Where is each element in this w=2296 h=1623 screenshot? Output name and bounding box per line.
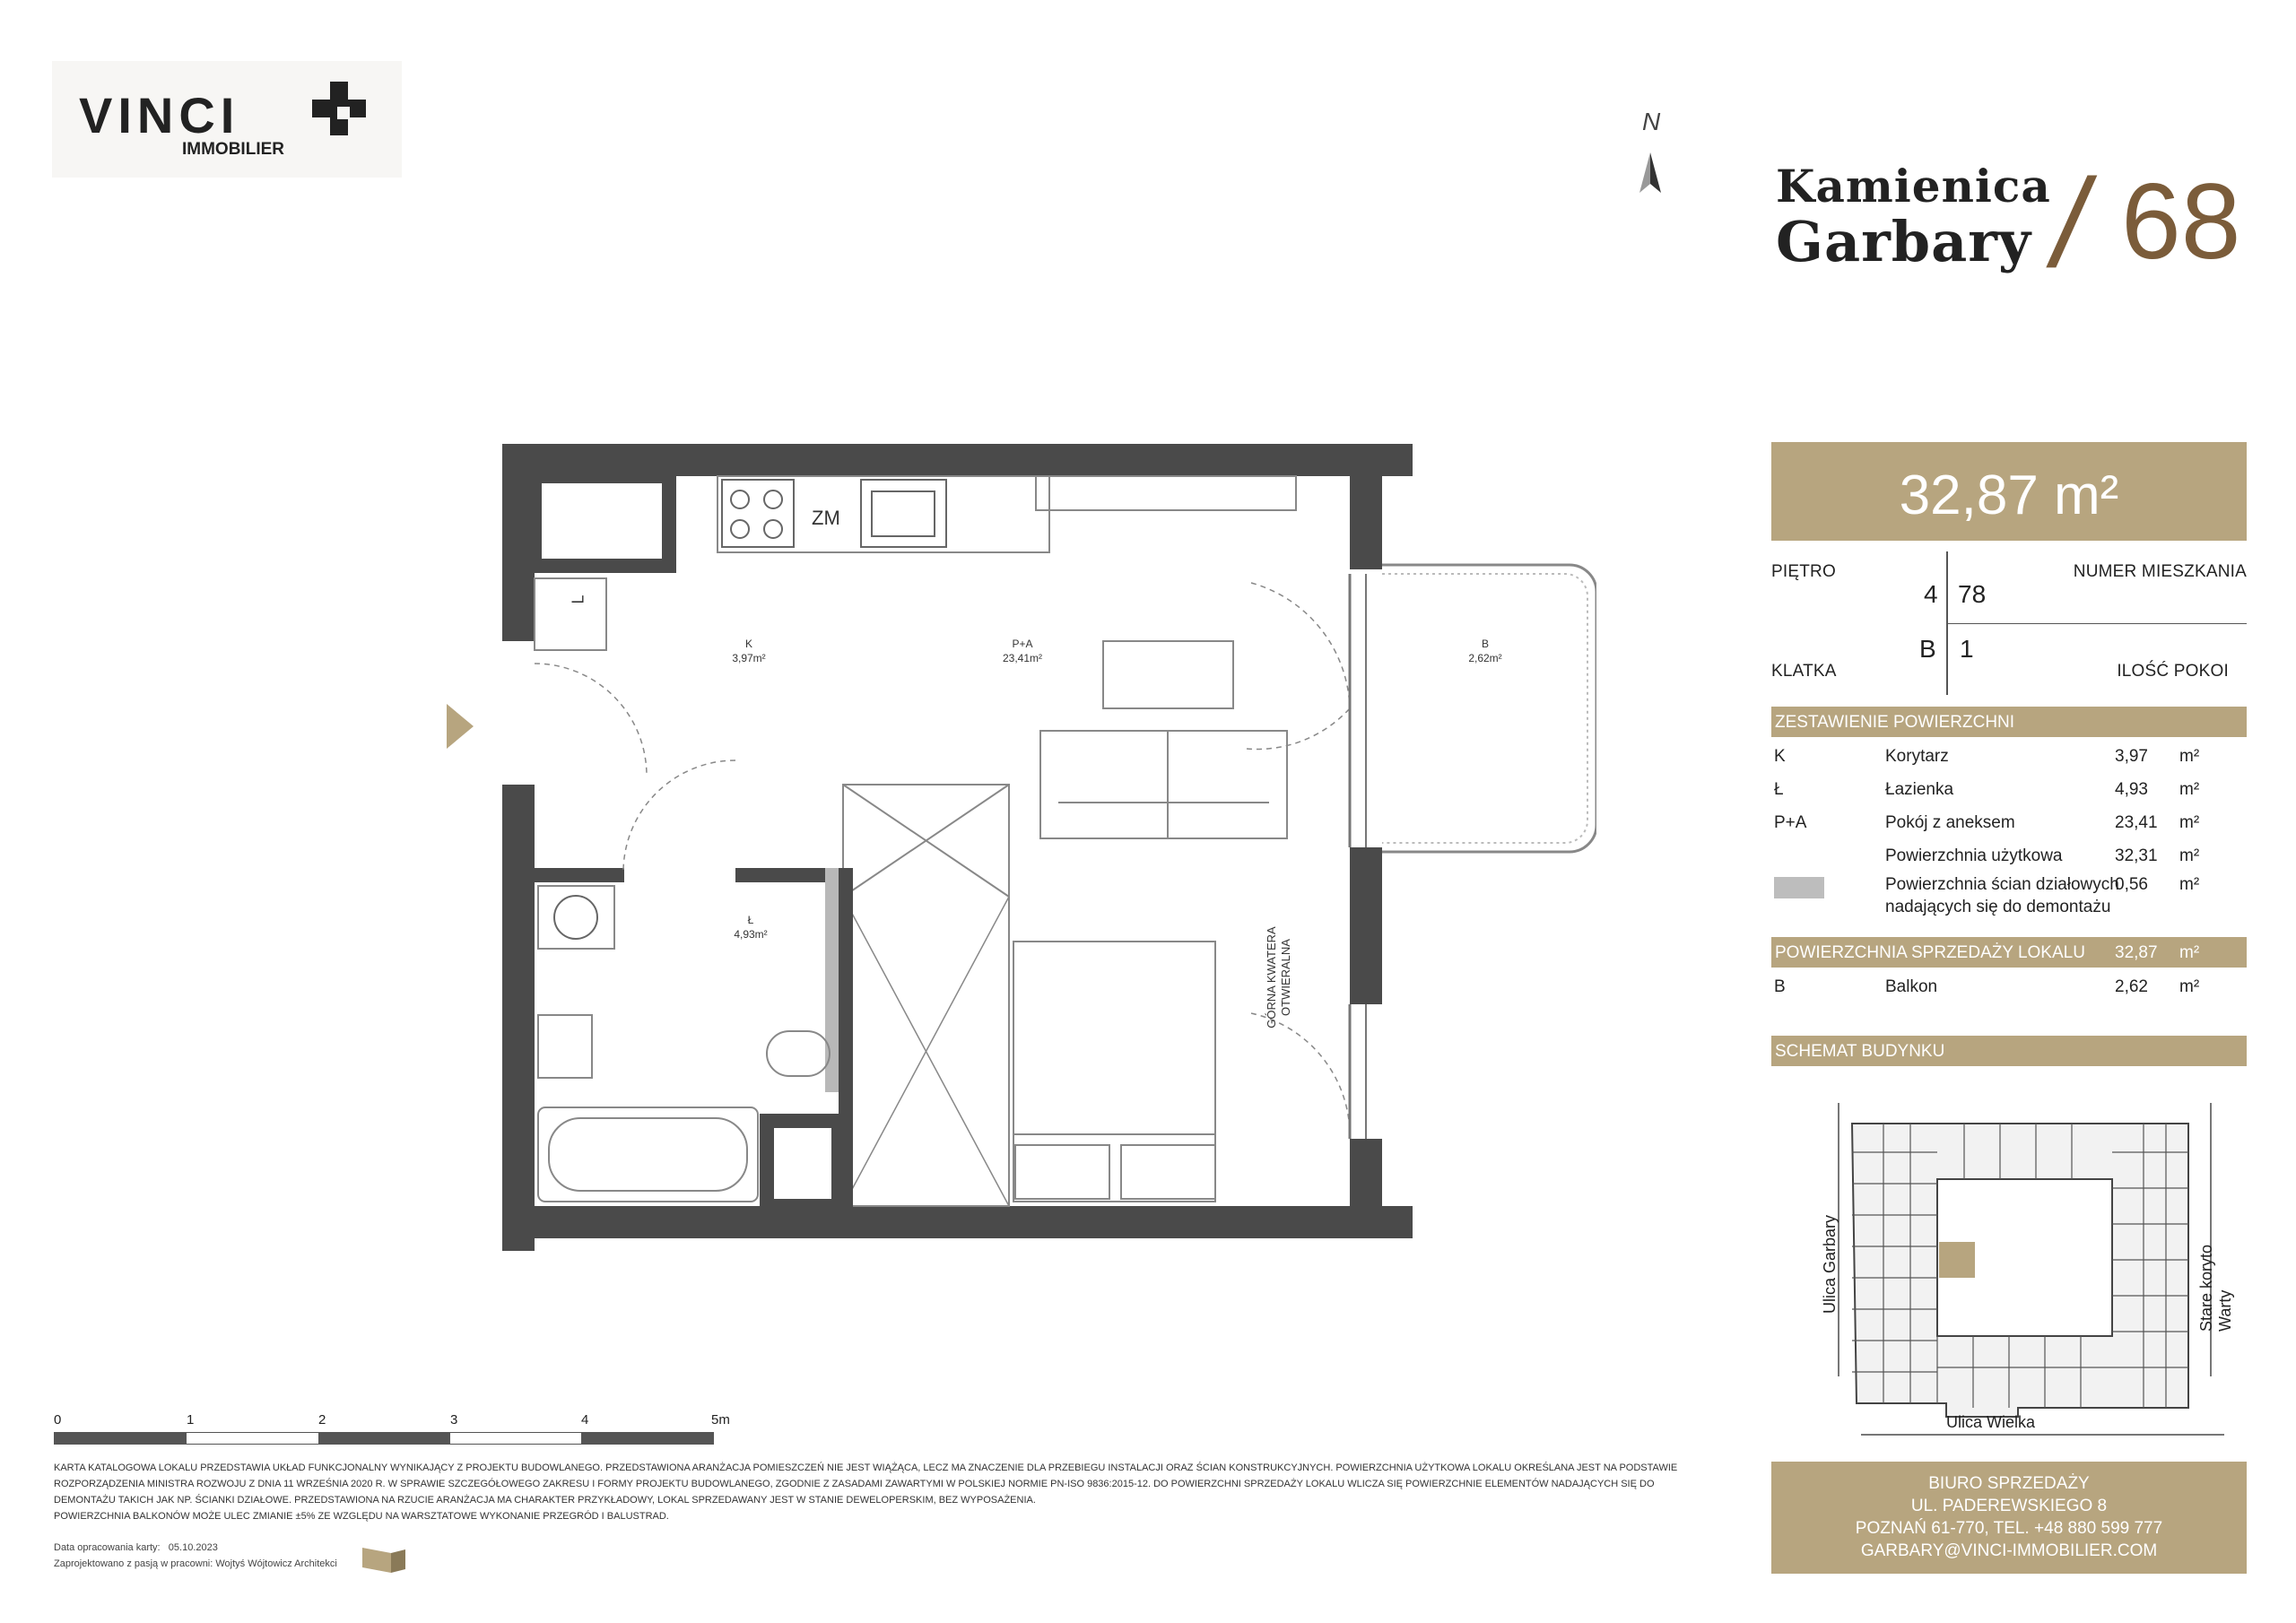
area-unit: m²	[2179, 977, 2200, 996]
area-row-walls	[1774, 875, 2240, 929]
area-value: 23,41	[2115, 813, 2158, 832]
compass-north-label: N	[1642, 108, 1661, 135]
room-b-area: 2,62m²	[1468, 652, 1502, 664]
schema-header-label: SCHEMAT BUDYNKU	[1775, 1042, 1945, 1061]
scale-tick: 2	[318, 1412, 326, 1428]
area-code: P+A	[1774, 813, 1807, 832]
project-number: 68	[2121, 161, 2241, 282]
floor-plan	[439, 439, 1596, 1264]
room-k	[726, 637, 771, 665]
street-left-label: Ulica Garbary	[1821, 1214, 1839, 1314]
rooms-label: ILOŚĆ POKOI	[2117, 662, 2229, 681]
area-row-k	[1774, 740, 2240, 772]
unit-highlight	[1939, 1242, 1975, 1278]
bed	[1013, 942, 1215, 1202]
closet	[535, 578, 606, 650]
designed-by: Zaprojektowano z pasją w pracowni: Wojtyś Wójtowicz Architekci	[54, 1558, 337, 1569]
room-pa-code: P+A	[1012, 638, 1033, 650]
table	[1103, 641, 1233, 708]
bath-wall-top	[535, 868, 624, 882]
disclaimer-line2: ROZPORZĄDZENIA MINISTRA ROZWOJU Z DNIA 11 WRZEŚNIA 2020 R. W SPRAWIE SZCZEGÓŁOWEGO ZAKRESU I FORMY PROJEKTU BUDOWLANEGO, ZGODNIE Z ZASADAMI ZAWARTYMI W POLSKIEJ NORMIE PN-ISO 9836:2015-12. DO POWIERZCHNI SPRZEDAŻY LOKALU WLICZA SIĘ POWIERZCHNIE ELEMENTÓW NADAJĄCYCH SIĘ DO	[54, 1479, 1655, 1489]
wall-left-lower	[502, 785, 535, 1251]
closet-l-label: L	[569, 595, 587, 604]
logo	[52, 61, 402, 178]
sale-area-label: POWIERZCHNIA SPRZEDAŻY LOKALU	[1775, 943, 2085, 962]
disclaimer-line1: KARTA KATALOGOWA LOKALU PRZEDSTAWIA UKŁAD FUNKCJONALNY WYNIKAJĄCY Z PROJEKTU BUDOWLANEGO. PRZEDSTAWIONA ARANŻACJA POMIESZCZEŃ NIE JEST WIĄŻĄCA, LECZ MA ZNACZENIE DLA PRZEBIEGU INSTALACJI ORAZ ŚCIAN KONSTRUKCYJNYCH. POWIERZCHNIA UŻYTKOWA LOKALU OKREŚLANA JEST NA PODSTAWIE	[54, 1462, 1678, 1473]
staircase-label: KLATKA	[1771, 662, 1837, 681]
skylight-note-line1: GÓRNA KWATERA	[1265, 926, 1278, 1028]
vinci-mark-icon	[303, 77, 384, 158]
disclaimer-line3: DEMONTAŻU TAKICH JAK NP. ŚCIANKI DZIAŁOWE. PRZEDSTAWIONA NA RZUCIE ARANŻACJA MA CHARAKTER PRZYKŁADOWY, LOKAL SPRZEDAWANY JEST W STANIE DEWELOPERSKIM, BEZ WYPOSAŻENIA.	[54, 1495, 1036, 1506]
project-title-line2: Garbary	[1776, 209, 2032, 274]
area-value: 3,97	[2115, 747, 2148, 766]
schema-header	[1771, 1036, 2247, 1066]
footer	[54, 1540, 592, 1572]
bathtub	[538, 1107, 758, 1202]
info-grid	[1771, 551, 2247, 699]
shaft-2	[767, 1121, 839, 1206]
area-name: Łazienka	[1885, 780, 1954, 799]
area-value: 32,31	[2115, 846, 2158, 865]
area-name: Pokój z aneksem	[1885, 813, 2015, 832]
room-l	[728, 913, 773, 942]
kitchen-counter	[718, 476, 1049, 552]
shelf	[1036, 476, 1296, 510]
date-value: 05.10.2023	[168, 1542, 218, 1553]
area-name: Powierzchnia użytkowa	[1885, 846, 2063, 865]
area-name: Balkon	[1885, 977, 1938, 996]
scale-tick: 5m	[711, 1412, 730, 1428]
disclaimer	[54, 1460, 1758, 1524]
skylight-note-line2: OTWIERALNA	[1279, 939, 1292, 1016]
area-value: 4,93	[2115, 780, 2148, 799]
wall-bottom	[502, 1206, 1413, 1238]
architect-logo-icon	[359, 1542, 409, 1578]
street-right-label: Stare koryto Warty	[2197, 1244, 2234, 1332]
area-row-usable	[1774, 839, 2240, 872]
room-b	[1462, 637, 1509, 665]
room-pa-area: 23,41m²	[1002, 652, 1043, 664]
walls-name-line2: nadających się do demontażu	[1885, 898, 2111, 916]
floor-value: 4	[1924, 580, 1938, 608]
room-pa	[996, 637, 1049, 665]
room-l-area: 4,93m²	[734, 928, 768, 941]
room-l-code: Ł	[747, 914, 754, 926]
project-title-line1: Kamienica	[1776, 160, 2051, 213]
scale-tick: 0	[54, 1412, 62, 1428]
bath-wall-mid	[735, 868, 839, 882]
area-row-balcony	[1774, 970, 2240, 1002]
walls-value: 0,56	[2115, 875, 2148, 894]
office-email[interactable]: GARBARY@VINCI-IMMOBILIER.COM	[1860, 1541, 2158, 1560]
balcony-outline	[1382, 565, 1596, 852]
wall-right-1	[1350, 444, 1382, 569]
kitchen-zm-label: ZM	[812, 507, 840, 529]
areas-header	[1771, 707, 2247, 737]
logo-subtext: IMMOBILIER	[182, 140, 284, 159]
washbasin	[538, 1015, 592, 1078]
area-code: B	[1774, 977, 1786, 996]
room-b-code: B	[1481, 638, 1489, 650]
shaft	[535, 476, 669, 566]
area-unit: m²	[2179, 747, 2200, 766]
office-line2: UL. PADEREWSKIEGO 8	[1910, 1497, 2108, 1515]
area-row-l	[1774, 773, 2240, 805]
staircase-value: B	[1919, 635, 1936, 663]
wall-right-2	[1350, 847, 1382, 1004]
logo-text: VINCI	[79, 87, 240, 143]
apartment-number-value: 78	[1958, 580, 1987, 608]
scale-bar	[54, 1412, 735, 1448]
room-k-code: K	[744, 638, 752, 650]
sale-area-unit: m²	[2179, 943, 2200, 962]
walls-unit: m²	[2179, 875, 2200, 894]
area-value: 2,62	[2115, 977, 2148, 996]
area-name: Korytarz	[1885, 747, 1949, 766]
toilet	[767, 1031, 830, 1076]
compass	[1628, 108, 1673, 197]
north-arrow-icon	[1637, 152, 1664, 197]
building-schema	[1830, 1098, 2224, 1448]
area-row-pa	[1774, 806, 2240, 838]
floor-label: PIĘTRO	[1771, 562, 1836, 581]
street-bottom-label: Ulica Wielka	[1946, 1413, 2036, 1431]
area-code: Ł	[1774, 780, 1784, 799]
room-k-area: 3,97m²	[732, 652, 766, 664]
sales-office-box	[1771, 1462, 2247, 1574]
apartment-number-label: NUMER MIESZKANIA	[2073, 562, 2247, 581]
scale-tick: 1	[187, 1412, 195, 1428]
walls-swatch	[1774, 877, 1824, 898]
sofa	[1040, 731, 1287, 838]
area-unit: m²	[2179, 813, 2200, 832]
disclaimer-line4: POWIERZCHNIA BALKONÓW MOŻE ULEC ZMIANIE ±5% ZE WZGLĘDU NA WARSZTATOWE WYKONANIE PRZEGRÓD I BALUSTRAD.	[54, 1511, 669, 1522]
scale-tick: 4	[581, 1412, 589, 1428]
areas-header-label: ZESTAWIENIE POWIERZCHNI	[1775, 713, 2015, 732]
rooms-value: 1	[1960, 635, 1974, 663]
project-title	[1776, 152, 2278, 294]
entrance-arrow-icon	[447, 704, 474, 749]
sale-area-value: 32,87	[2115, 943, 2158, 962]
project-slash: /	[2041, 152, 2101, 293]
date-label: Data opracowania karty:	[54, 1542, 161, 1553]
total-area: 32,87 m²	[1899, 464, 2119, 526]
total-area-bar	[1771, 442, 2247, 541]
walls-name-line1: Powierzchnia ścian działowych	[1885, 875, 2119, 894]
wardrobe	[843, 785, 1009, 1206]
office-line3: POZNAŃ 61-770, TEL. +48 880 599 777	[1855, 1519, 2163, 1538]
sale-area-bar	[1771, 937, 2247, 968]
skylight-note	[1265, 892, 1293, 1063]
area-unit: m²	[2179, 780, 2200, 799]
area-code: K	[1774, 747, 1786, 766]
office-line1: BIURO SPRZEDAŻY	[1928, 1474, 2090, 1493]
scale-tick: 3	[450, 1412, 458, 1428]
area-unit: m²	[2179, 846, 2200, 865]
wall-right-3	[1350, 1139, 1382, 1237]
